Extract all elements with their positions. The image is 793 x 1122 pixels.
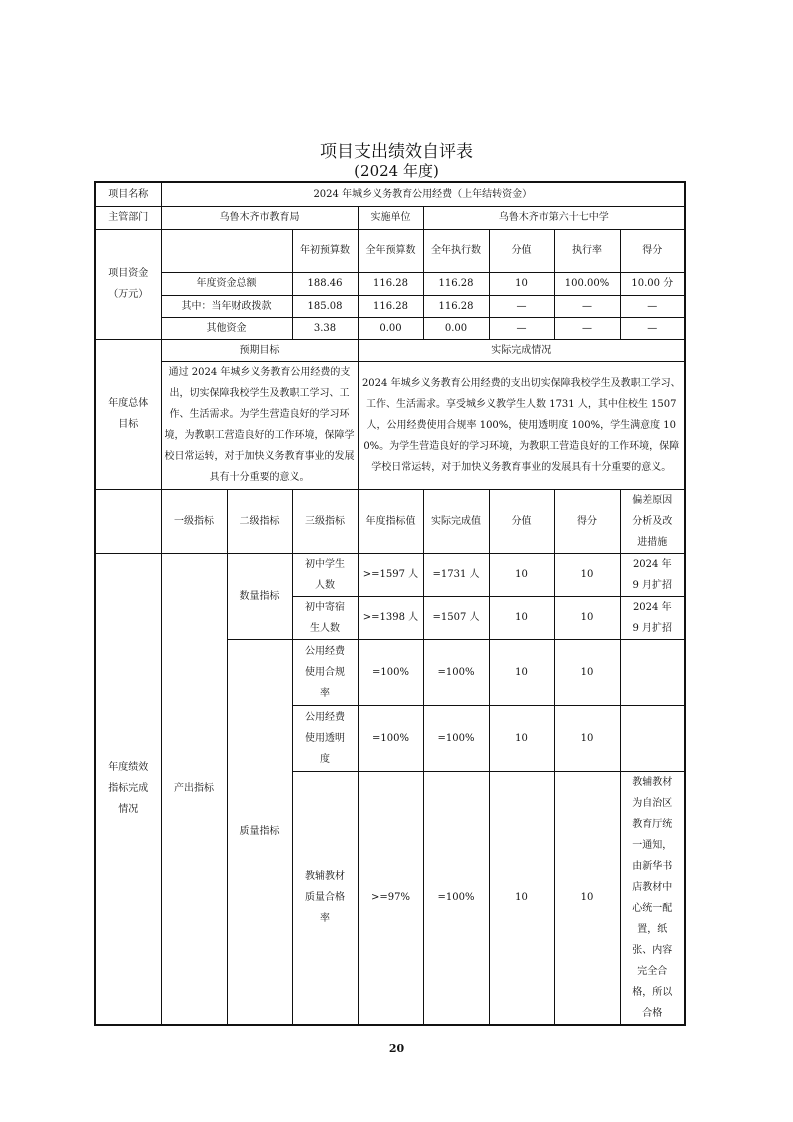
funds-cell: 0.00 [358,317,423,339]
funds-cell: 10.00 分 [620,272,685,295]
score-value: 10 [489,553,554,596]
funds-row-name: 其他资金 [161,317,292,339]
project-name-label: 项目名称 [95,182,161,206]
funds-row [95,272,685,295]
dept-value: 乌鲁木齐市教育局 [161,206,358,229]
target-value: >=1597 人 [358,553,423,596]
level3-label: 公用经费使用透明度 [292,705,358,771]
level3-label: 初中寄宿生人数 [292,596,358,639]
funds-header: 执行率 [554,229,620,272]
score: 10 [554,596,620,639]
funds-cell: 100.00% [554,272,620,295]
unit-value: 乌鲁木齐市第六十七中学 [423,206,685,229]
deviation-note: 2024 年 9 月扩招 [620,553,685,596]
target-value: >=97% [358,771,423,1025]
indicator-header: 分值 [489,489,554,553]
actual-value: =100% [423,771,489,1025]
funds-row [95,295,685,317]
target-value: =100% [358,705,423,771]
actual-header: 实际完成情况 [358,339,685,361]
dept-label: 主管部门 [95,206,161,229]
funds-header: 全年执行数 [423,229,489,272]
score-value: 10 [489,596,554,639]
funds-cell: 116.28 [423,272,489,295]
indicators-section-label: 年度绩效指标完成情况 [95,553,161,1025]
deviation-note [620,705,685,771]
funds-cell: — [489,295,554,317]
performance-table [94,181,686,1026]
funds-cell: — [554,317,620,339]
level3-label: 公用经费使用合规率 [292,639,358,705]
funds-cell: 185.08 [292,295,358,317]
funds-cell: 116.28 [358,295,423,317]
actual-value: =100% [423,639,489,705]
score-value: 10 [489,771,554,1025]
department-row [95,206,685,229]
score-value: 10 [489,639,554,705]
funds-header-blank [161,229,292,272]
funds-header-row [95,229,685,272]
project-name-value: 2024 年城乡义务教育公用经费（上年结转资金） [161,182,685,206]
deviation-note: 2024 年 9 月扩招 [620,596,685,639]
funds-cell: 10 [489,272,554,295]
indicator-header: 一级指标 [161,489,227,553]
target-value: =100% [358,639,423,705]
indicator-row [95,553,685,596]
funds-header: 分值 [489,229,554,272]
page-number: 20 [388,1042,405,1055]
level3-label: 初中学生人数 [292,553,358,596]
goals-text-row [95,361,685,489]
funds-cell: — [620,295,685,317]
indicator-header: 二级指标 [227,489,292,553]
funds-cell: 3.38 [292,317,358,339]
indicators-header-row [95,489,685,553]
actual-value: =100% [423,705,489,771]
indicator-header: 三级指标 [292,489,358,553]
score-value: 10 [489,705,554,771]
deviation-note: 教辅教材为自治区教育厅统一通知，由新华书店教材中心统一配置，纸张、内容完全合格，所以合格 [620,771,685,1025]
indicator-header: 偏差原因分析及改进措施 [620,489,685,553]
deviation-note [620,639,685,705]
target-value: >=1398 人 [358,596,423,639]
indicators-header-blank [95,489,161,553]
funds-header: 年初预算数 [292,229,358,272]
indicator-header: 得分 [554,489,620,553]
funds-cell: 188.46 [292,272,358,295]
level1-label: 产出指标 [161,553,227,1025]
funds-row-name: 年度资金总额 [161,272,292,295]
score: 10 [554,771,620,1025]
goals-label: 年度总体目标 [95,339,161,489]
funds-cell: — [620,317,685,339]
actual-text: 2024 年城乡义务教育公用经费的支出切实保障我校学生及教职工学习、工作、生活需求。享受城乡义教学生人数 1731 人，其中住校生 1507 人，公用经费使用合规率 100%，使用透明度 100%，学生满意度 100%。为学生营造良好的学习环境，为教职工营造良好的工作环境，保障学校日常运转，对于加快义务教育事业的发展具有十分重要的意义。 [358,361,685,489]
funds-label: 项目资金（万元） [95,229,161,339]
expected-header: 预期目标 [161,339,358,361]
indicator-header: 实际完成值 [423,489,489,553]
expected-text: 通过 2024 年城乡义务教育公用经费的支出，切实保障我校学生及教职工学习、工作、生活需求。为学生营造良好的学习环境，为教职工营造良好的工作环境，保障学校日常运转，对于加快义务教育事业的发展具有十分重要的意义。 [161,361,358,489]
funds-cell: 0.00 [423,317,489,339]
funds-header: 得分 [620,229,685,272]
goals-header-row [95,339,685,361]
funds-row [95,317,685,339]
indicator-header: 年度指标值 [358,489,423,553]
funds-cell: 116.28 [423,295,489,317]
actual-value: =1731 人 [423,553,489,596]
page-title: 项目支出绩效自评表 [320,142,473,162]
funds-cell: 116.28 [358,272,423,295]
actual-value: =1507 人 [423,596,489,639]
level2-label: 质量指标 [227,639,292,1025]
funds-row-name: 其中：当年财政拨款 [161,295,292,317]
score: 10 [554,639,620,705]
score: 10 [554,705,620,771]
project-name-row [95,182,685,206]
level3-label: 教辅教材质量合格率 [292,771,358,1025]
funds-cell: — [554,295,620,317]
level2-label: 数量指标 [227,553,292,639]
funds-header: 全年预算数 [358,229,423,272]
funds-cell: — [489,317,554,339]
unit-label: 实施单位 [358,206,423,229]
score: 10 [554,553,620,596]
page-subtitle: (2024 年度) [354,162,439,180]
